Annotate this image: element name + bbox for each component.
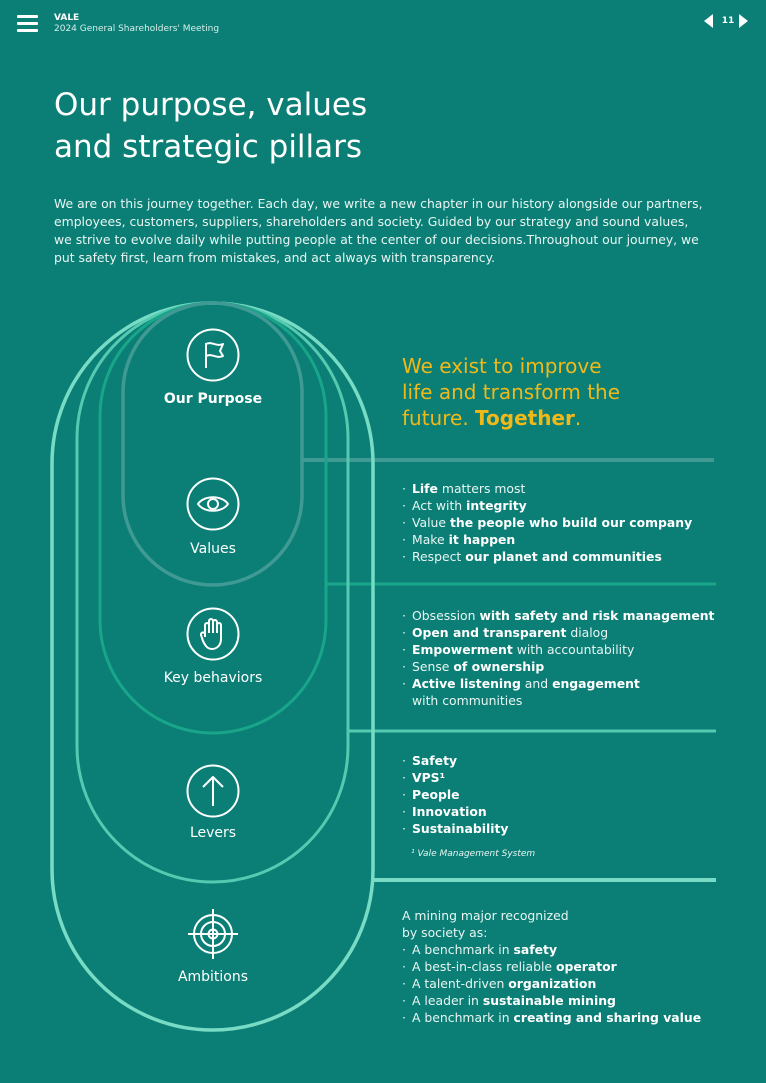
list-item: · Empowerment with accountability (402, 641, 714, 658)
list-item: · A leader in sustainable mining (402, 992, 701, 1009)
flag-icon (186, 328, 240, 382)
list-item: · Value the people who build our company (402, 514, 692, 531)
values-label: Values (190, 541, 236, 557)
brand-name: VALE (54, 13, 80, 23)
list-item: · Make it happen (402, 531, 692, 548)
ambitions-intro: A mining major recognized by society as: (402, 908, 569, 940)
list-item: · A benchmark in safety (402, 941, 701, 958)
list-item: · A talent-driven organization (402, 975, 701, 992)
meeting-title: 2024 General Shareholders' Meeting (54, 24, 220, 34)
list-item: · Innovation (402, 803, 508, 820)
target-icon (186, 907, 240, 961)
levers-footnote: ¹ Vale Management System (411, 849, 536, 859)
purpose-statement: We exist to improve life and transform the future. Together. (402, 354, 621, 430)
list-item: · Open and transparent dialog (402, 624, 714, 641)
arrow-up-icon (186, 764, 240, 818)
list-item: · A best-in-class reliable operator (402, 958, 701, 975)
list-item: · Respect our planet and communities (402, 548, 692, 565)
list-item: · Sense of ownership (402, 658, 714, 675)
list-item: · People (402, 786, 508, 803)
list-item: · Act with integrity (402, 497, 692, 514)
list-item: · Safety (402, 752, 508, 769)
list-item: · VPS¹ (402, 769, 508, 786)
eye-icon (186, 477, 240, 531)
hand-icon (186, 607, 240, 661)
intro-paragraph: We are on this journey together. Each day, we write a new chapter in our history alongside our partners, employees, customers, suppliers, shareholders and society. Guided by our strategy and sound values, we strive to evolve daily while putting people at the center of our decisions.Throughout our journey, we put safety first, learn from mistakes, and act always with transparency. (54, 196, 703, 265)
purpose-label: Our Purpose (163, 391, 263, 407)
ambitions-list (402, 941, 701, 1026)
list-item: · Sustainability (402, 820, 508, 837)
behaviors-list (402, 607, 714, 692)
values-list (402, 480, 692, 565)
levers-label: Levers (189, 825, 237, 841)
list-item: · Obsession with safety and risk management (402, 607, 714, 624)
page-number: 11 (721, 16, 735, 26)
list-item: · A benchmark in creating and sharing value (402, 1009, 701, 1026)
list-item: · Active listening and engagement (402, 675, 714, 692)
behaviors-continuation: with communities (412, 693, 523, 708)
behaviors-label: Key behaviors (163, 670, 263, 686)
page-title: Our purpose, values and strategic pillars (54, 87, 368, 165)
ambitions-label: Ambitions (177, 969, 249, 985)
list-item: · Life matters most (402, 480, 692, 497)
levers-list (402, 752, 508, 837)
